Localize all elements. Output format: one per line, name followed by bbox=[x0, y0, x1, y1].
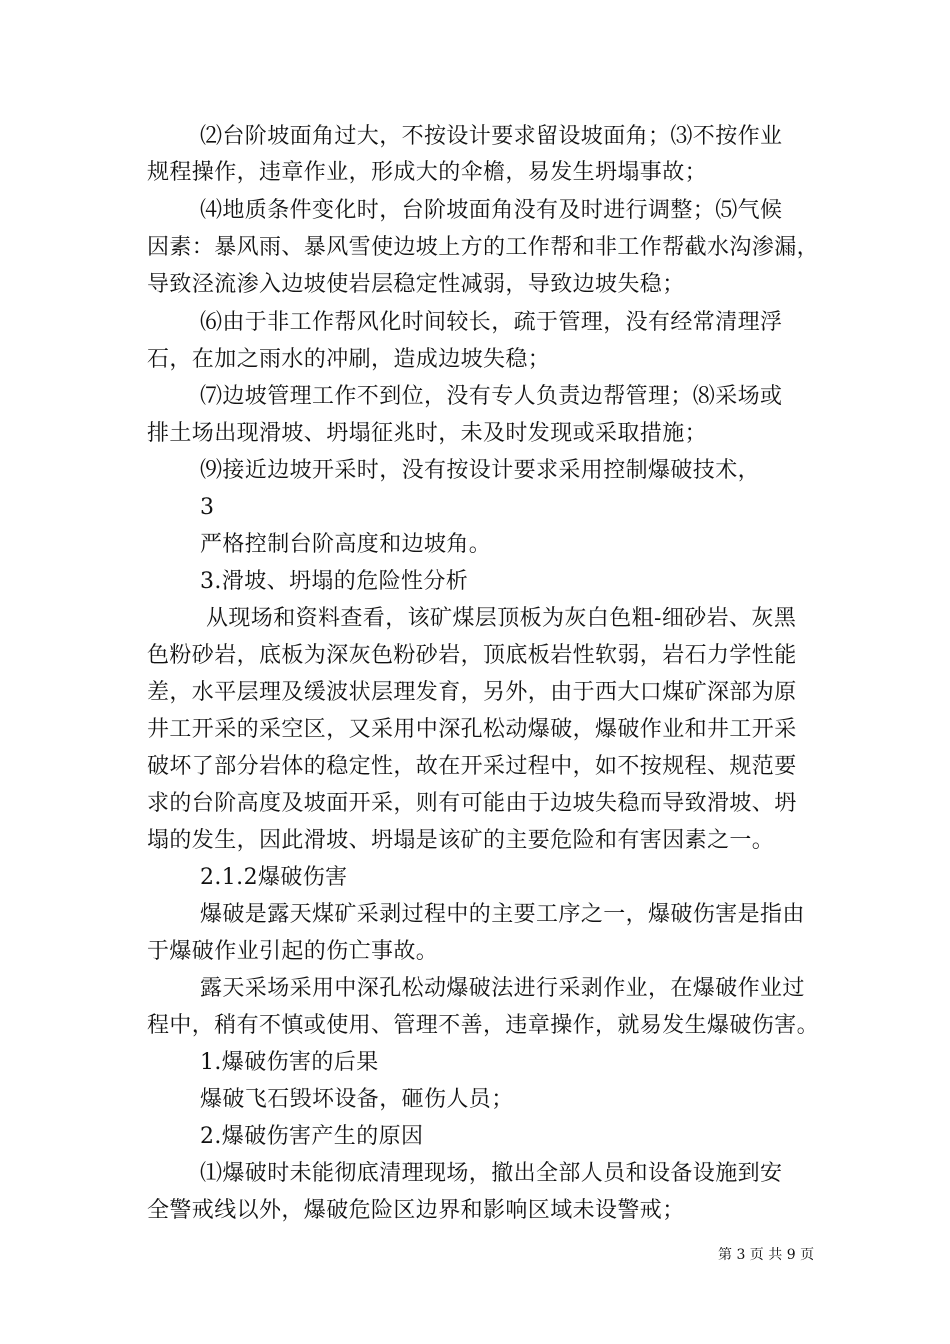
section-heading: 2.爆破伤害产生的原因 bbox=[200, 1124, 424, 1149]
text-line: 于爆破作业引起的伤亡事故。 bbox=[147, 939, 439, 964]
text-line: 从现场和资料查看，该矿煤层顶板为灰白色粗-细砂岩、灰黑 bbox=[206, 606, 797, 631]
text-line: 爆破飞石毁坏设备，砸伤人员； bbox=[200, 1087, 514, 1112]
text-line: 导致泾流渗入边坡使岩层稳定性减弱，导致边坡失稳； bbox=[147, 272, 685, 297]
text-line: ⑵台阶坡面角过大，不按设计要求留设坡面角；⑶不按作业 bbox=[200, 124, 783, 149]
text-line: 石，在加之雨水的冲刷，造成边坡失稳； bbox=[147, 347, 551, 372]
section-heading: 3.滑坡、坍塌的危险性分析 bbox=[200, 569, 469, 594]
text-line: 露天采场采用中深孔松动爆破法进行采剥作业，在爆破作业过 bbox=[200, 976, 805, 1001]
text-line: 规程操作，违章作业，形成大的伞檐，易发生坍塌事故； bbox=[147, 160, 708, 185]
text-line: 严格控制台阶高度和边坡角。 bbox=[200, 532, 492, 557]
text-line: ⑼接近边坡开采时，没有按设计要求采用控制爆破技术， bbox=[200, 458, 761, 483]
text-line: 差，水平层理及缓波状层理发育，另外，由于西大口煤矿深部为原 bbox=[147, 680, 797, 705]
text-line: ⑴爆破时未能彻底清理现场，撤出全部人员和设备设施到安 bbox=[200, 1161, 783, 1186]
text-line: 塌的发生，因此滑坡、坍塌是该矿的主要危险和有害因素之一。 bbox=[147, 828, 775, 853]
text-line: 程中，稍有不慎或使用、管理不善，违章操作，就易发生爆破伤害。 bbox=[147, 1013, 820, 1038]
text-line: ⑷地质条件变化时，台阶坡面角没有及时进行调整；⑸气候 bbox=[200, 198, 783, 223]
text-line: 求的台阶高度及坡面开采，则有可能由于边坡失稳而导致滑坡、坍 bbox=[147, 791, 797, 816]
page-footer: 第 3 页 共 9 页 bbox=[718, 1247, 815, 1263]
text-line: ⑺边坡管理工作不到位，没有专人负责边帮管理；⑻采场或 bbox=[200, 384, 783, 409]
text-line: 破坏了部分岩体的稳定性，故在开采过程中，如不按规程、规范要 bbox=[147, 754, 797, 779]
text-line: 排土场出现滑坡、坍塌征兆时，未及时发现或采取措施； bbox=[147, 421, 708, 446]
text-line: ⑹由于非工作帮风化时间较长，疏于管理，没有经常清理浮 bbox=[200, 310, 783, 335]
text-line: 全警戒线以外，爆破危险区边界和影响区域未设警戒； bbox=[147, 1198, 685, 1223]
text-line: 爆破是露天煤矿采剥过程中的主要工序之一，爆破伤害是指由 bbox=[200, 902, 805, 927]
page-number-inline: 3 bbox=[200, 495, 215, 520]
text-line: 因素：暴风雨、暴风雪使边坡上方的工作帮和非工作帮截水沟渗漏， bbox=[147, 235, 820, 260]
text-line: 井工开采的采空区，又采用中深孔松动爆破，爆破作业和井工开采 bbox=[147, 717, 797, 742]
section-heading: 1.爆破伤害的后果 bbox=[200, 1050, 379, 1075]
text-line: 色粉砂岩，底板为深灰色粉砂岩，顶底板岩性软弱，岩石力学性能 bbox=[147, 643, 797, 668]
section-heading: 2.1.2爆破伤害 bbox=[200, 865, 348, 890]
